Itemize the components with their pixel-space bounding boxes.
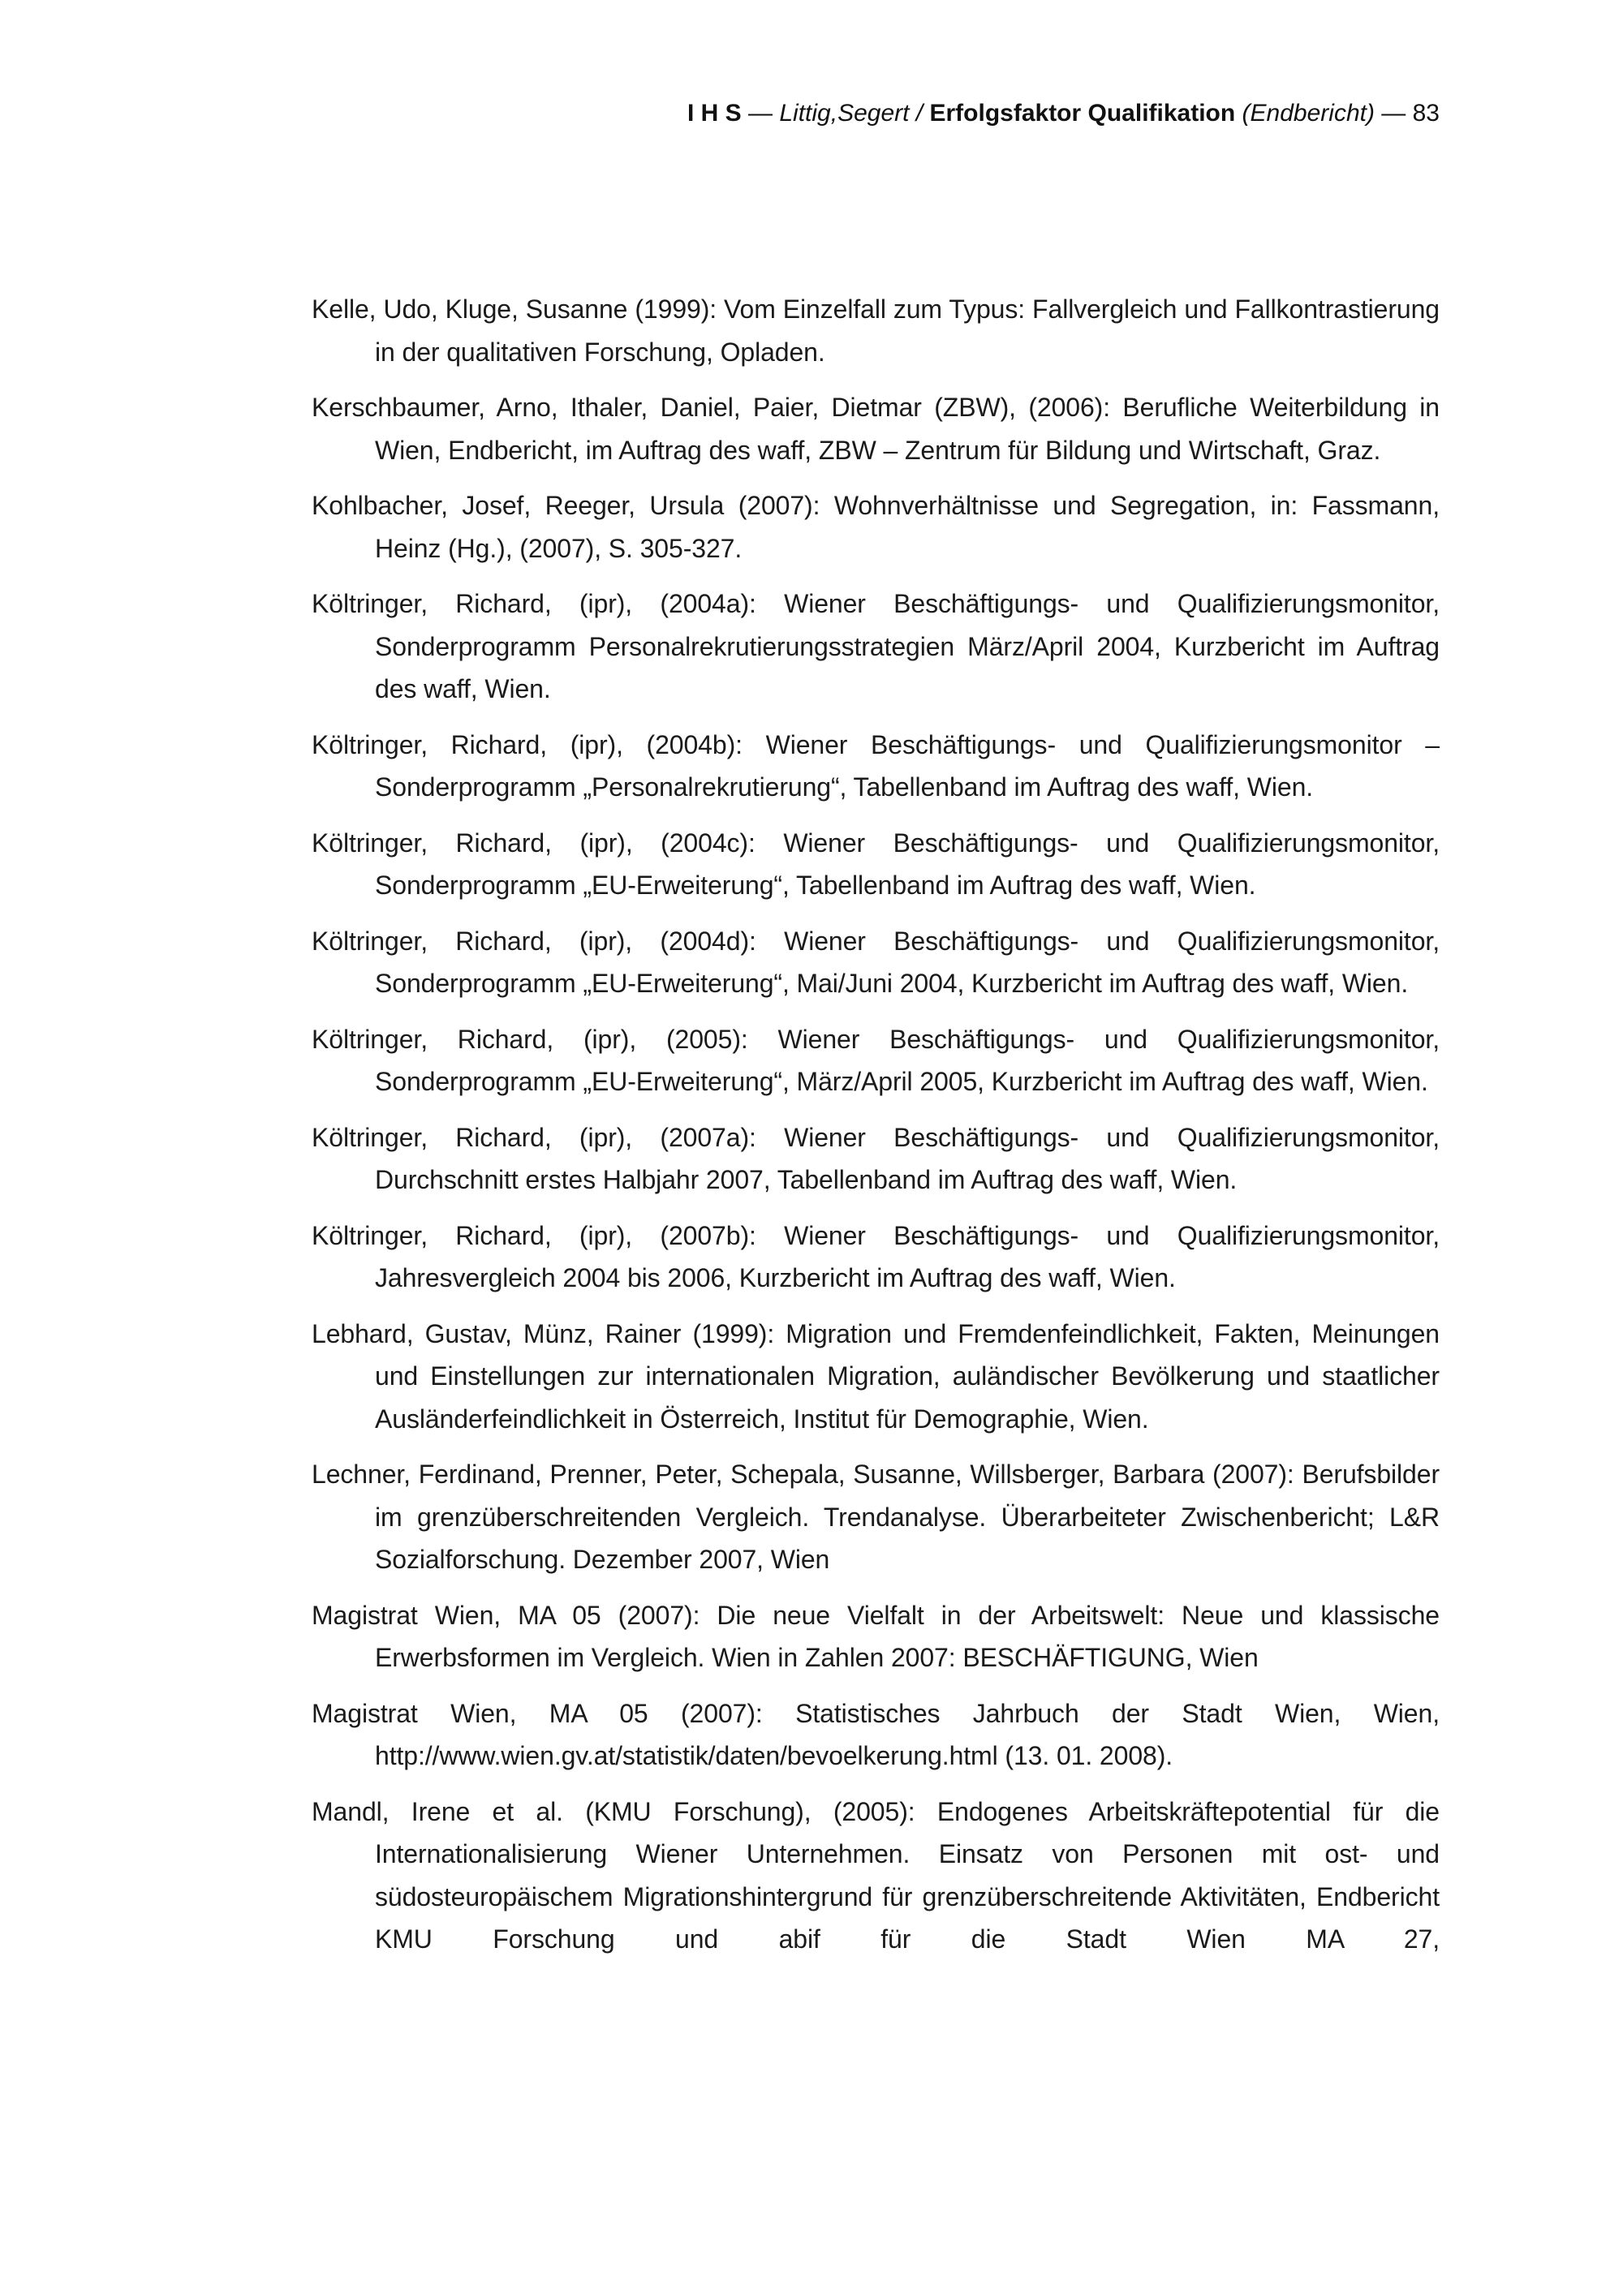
header-separator: — bbox=[741, 100, 780, 127]
reference-entry: Költringer, Richard, (ipr), (2004a): Wiener Beschäftigungs- und Qualifizierungsmonitor, Sonderprogramm Personalrekrutierungsstrategien März/April 2004, Kurzbericht im Auftrag des waff, Wien. bbox=[312, 589, 1440, 703]
reference-list bbox=[312, 288, 1440, 1974]
header-org: I H S bbox=[687, 100, 742, 127]
reference-entry: Költringer, Richard, (ipr), (2004d): Wiener Beschäftigungs- und Qualifizierungsmonitor, Sonderprogramm „EU-Erweiterung“, Mai/Juni 2004, Kurzbericht im Auftrag des waff, Wien. bbox=[312, 926, 1440, 998]
header-authors: Littig,Segert bbox=[779, 100, 910, 127]
header-subtitle: (Endbericht) bbox=[1242, 100, 1375, 127]
reference-entry: Költringer, Richard, (ipr), (2004b): Wiener Beschäftigungs- und Qualifizierungsmonitor – Sonderprogramm „Personalrekrutierung“, Tabellenband im Auftrag des waff, Wien. bbox=[312, 729, 1440, 802]
reference-entry: Költringer, Richard, (ipr), (2007b): Wiener Beschäftigungs- und Qualifizierungsmonitor, Jahresvergleich 2004 bis 2006, Kurzbericht im Auftrag des waff, Wien. bbox=[312, 1220, 1440, 1292]
reference-entry: Lebhard, Gustav, Münz, Rainer (1999): Migration und Fremdenfeindlichkeit, Fakten, Meinungen und Einstellungen zur internationalen Migration, auländischer Bevölkerung und staatlicher Ausländerfeindlichkeit in Österreich, Institut für Demographie, Wien. bbox=[312, 1318, 1440, 1434]
reference-entry: Magistrat Wien, MA 05 (2007): Statistisches Jahrbuch der Stadt Wien, Wien, http://www.wien.gv.at/statistik/daten/bevoelkerung.html (13. 01. 2008). bbox=[312, 1698, 1440, 1770]
running-header bbox=[687, 99, 1440, 128]
reference-entry: Költringer, Richard, (ipr), (2004c): Wiener Beschäftigungs- und Qualifizierungsmonitor, Sonderprogramm „EU-Erweiterung“, Tabellenband im Auftrag des waff, Wien. bbox=[312, 828, 1440, 900]
reference-entry: Kohlbacher, Josef, Reeger, Ursula (2007): Wohnverhältnisse und Segregation, in: Fassmann, Heinz (Hg.), (2007), S. 305-327. bbox=[312, 491, 1440, 563]
header-separator: — bbox=[1374, 100, 1413, 127]
reference-entry: Magistrat Wien, MA 05 (2007): Die neue Vielfalt in der Arbeitswelt: Neue und klassische Erwerbsformen im Vergleich. Wien in Zahlen 2007: BESCHÄFTIGUNG, Wien bbox=[312, 1600, 1440, 1672]
reference-entry: Költringer, Richard, (ipr), (2005): Wiener Beschäftigungs- und Qualifizierungsmonitor, Sonderprogramm „EU-Erweiterung“, März/April 2005, Kurzbericht im Auftrag des waff, Wien. bbox=[312, 1024, 1440, 1096]
reference-entry: Kerschbaumer, Arno, Ithaler, Daniel, Paier, Dietmar (ZBW), (2006): Berufliche Weiterbildung in Wien, Endbericht, im Auftrag des waff, ZBW – Zentrum für Bildung und Wirtschaft, Graz. bbox=[312, 393, 1440, 465]
reference-entry: Mandl, Irene et al. (KMU Forschung), (2005): Endogenes Arbeitskräftepotential für die Internationalisierung Wiener Unternehmen. Einsatz von Personen mit ost- und südosteuropäischem Migrationshintergrund für grenzüberschreitende Aktivitäten, Endbericht KMU Forschung und abif für die Stadt Wien MA 27, bbox=[312, 1796, 1440, 1954]
header-title: Erfolgsfaktor Qualifikation bbox=[929, 100, 1236, 127]
reference-entry: Lechner, Ferdinand, Prenner, Peter, Schepala, Susanne, Willsberger, Barbara (2007): Berufsbilder im grenzüberschreitenden Vergleich. Trendanalyse. Überarbeiteter Zwischenbericht; L&R Sozialforschung. Dezember 2007, Wien bbox=[312, 1460, 1440, 1574]
reference-entry: Költringer, Richard, (ipr), (2007a): Wiener Beschäftigungs- und Qualifizierungsmonitor, Durchschnitt erstes Halbjahr 2007, Tabellenband im Auftrag des waff, Wien. bbox=[312, 1122, 1440, 1194]
page-number: 83 bbox=[1412, 100, 1440, 127]
header-slash: / bbox=[909, 100, 930, 127]
reference-entry: Kelle, Udo, Kluge, Susanne (1999): Vom Einzelfall zum Typus: Fallvergleich und Fallkontrastierung in der qualitativen Forschung, Opladen. bbox=[312, 295, 1440, 367]
